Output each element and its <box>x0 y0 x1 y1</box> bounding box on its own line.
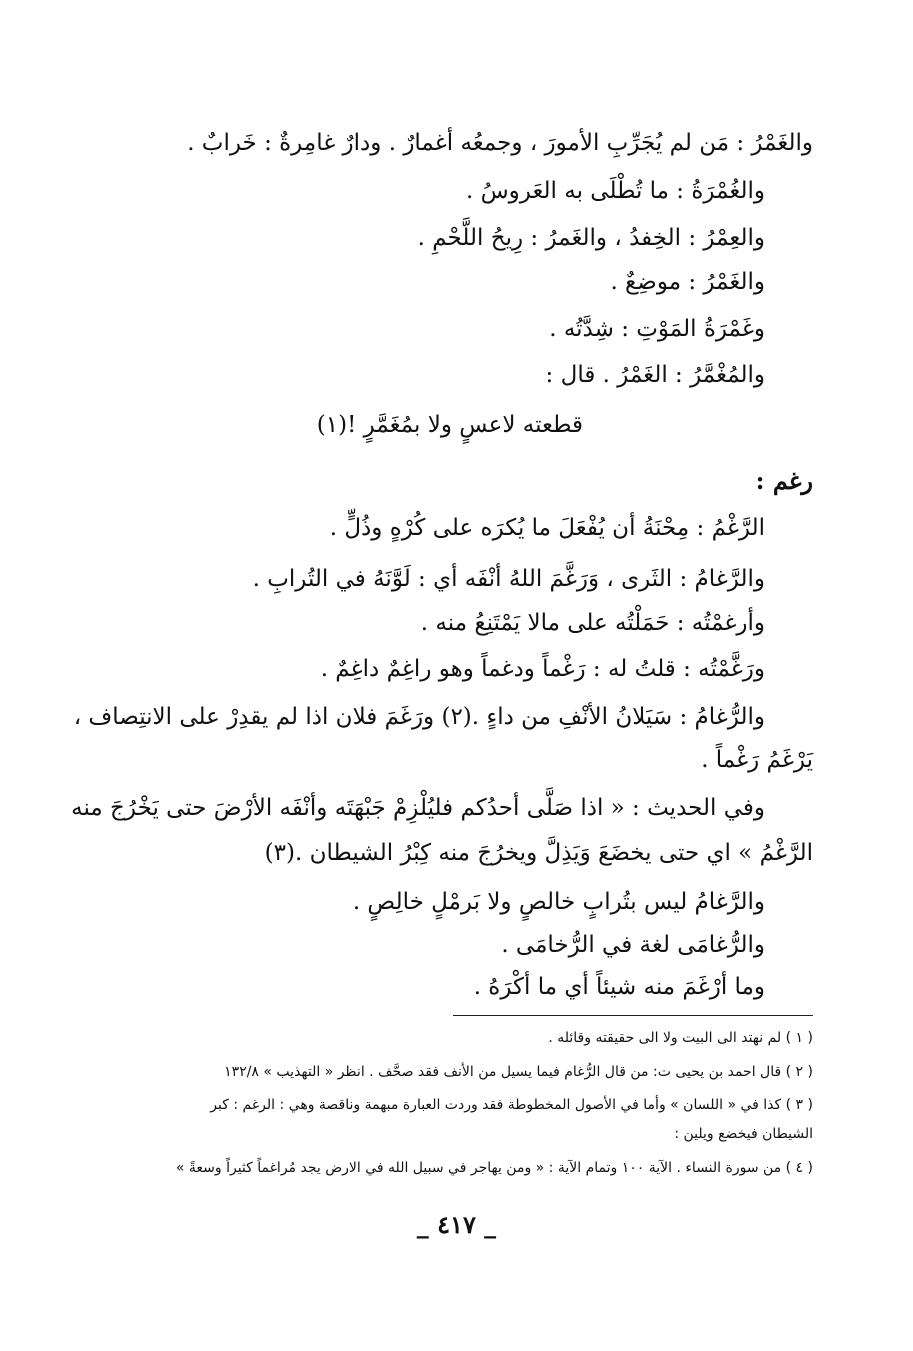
poetry-verse: قطعته لاعسٍ ولا بمُغَمَّرٍ !(١) <box>316 412 583 438</box>
entry-line-ghamrat-almawt: وغَمْرَةُ المَوْتِ : شِدَّتُه . <box>549 316 765 342</box>
page-number: _ ٤١٧ _ <box>416 1210 497 1239</box>
footnote-1: ( ١ ) لم نهتد الى البيت ولا الى حقيقته وقائله . <box>548 1030 813 1046</box>
entry-line-raghm: الرَّغْمُ : مِحْنَةُ أن يُفْعَلَ ما يُكرَه على كُرْهٍ وذُلٍّ . <box>329 515 765 541</box>
entry-line-ghamr: والغَمْرُ : مَن لم يُجَرِّبِ الأمورَ ، وجمعُه أغمارٌ . ودارٌ غامِرةٌ : خَرابٌ . <box>187 130 813 156</box>
entry-line-raghaam: والرَّغامُ : الثَرى ، وَرَغَّمَ اللهُ أنْفَه أي : لَوَّنَهُ في التُرابِ . <box>252 566 765 592</box>
entry-line-ghumra: والغُمْرَةُ : ما تُطْلَى به العَروسُ . <box>465 178 765 204</box>
entry-line-raghghamtuh: ورَغَّمْتُه : قلتُ له : رَغْماً ودغماً وهو راغِمٌ داغِمٌ . <box>320 656 765 682</box>
entry-line-rughaam: والرُّغامُ : سَيَلانُ الأنْفِ من داءٍ .(٢) ورَغَمَ فلان اذا لم يقدِرْ على الانتِصاف ، <box>73 704 765 730</box>
footnote-4: ( ٤ ) من سورة النساء . الآية ١٠٠ وتمام الآية : « ومن يهاجر في سبيل الله في الارض يجد مُراغماً كثيراً وسعةً » <box>175 1160 813 1176</box>
hadith-line-cont: الرَّغْمُ » اي حتى يخضَعَ وَيَذِلَّ ويخرُجَ منه كِبْرُ الشيطان .(٣) <box>264 840 813 866</box>
section-heading-raghm: رغم : <box>755 466 813 495</box>
entry-line-mawdi: والغَمْرُ : موضِعٌ . <box>610 269 765 295</box>
entry-line-rughaam-cont: يَرْغَمُ رَغْماً . <box>701 747 813 773</box>
entry-line-arghamtuh: وأرغمْتُه : حَمَلْتُه على مالا يَمْتَنِعُ منه . <box>420 610 765 636</box>
footnote-3-cont: الشيطان فيخضع ويلين : <box>674 1126 813 1142</box>
entry-line-rughaama: والرُّغامَى لغة في الرُّخامَى . <box>501 932 765 958</box>
hadith-line: وفي الحديث : « اذا صَلَّى أحدُكم فليُلْزِمْ جَبْهَتَه وأنْفَه الأرْضَ حتى يَخْرُجَ منه <box>71 795 765 821</box>
footnote-divider <box>453 1015 813 1016</box>
entry-line-raghaam-2: والرَّغامُ ليس بتُرابٍ خالصٍ ولا بَرمْلٍ خالِصٍ . <box>352 889 765 915</box>
entry-line-imr: والعِمْرُ : الخِفدُ ، والغَمرُ : رِيحُ اللَّحْمِ . <box>417 225 765 251</box>
footnote-2: ( ٢ ) قال احمد بن يحيى ت: من قال الرُّغام فيما يسيل من الأنف فقد صحَّف . انظر « التهذيب » ١٣٢/٨ <box>224 1064 813 1080</box>
entry-line-mughammar: والمُغْمَّرُ : الغَمْرُ . قال : <box>545 362 765 388</box>
footnote-3: ( ٣ ) كذا في « اللسان » وأما في الأصول المخطوطة فقد وردت العبارة مبهمة وناقصة وهي : الرغم : كبر <box>210 1097 813 1113</box>
entry-line-arghama: وما أرْغَمَ منه شيئاً أي ما أكْرَهُ . <box>473 974 765 1000</box>
